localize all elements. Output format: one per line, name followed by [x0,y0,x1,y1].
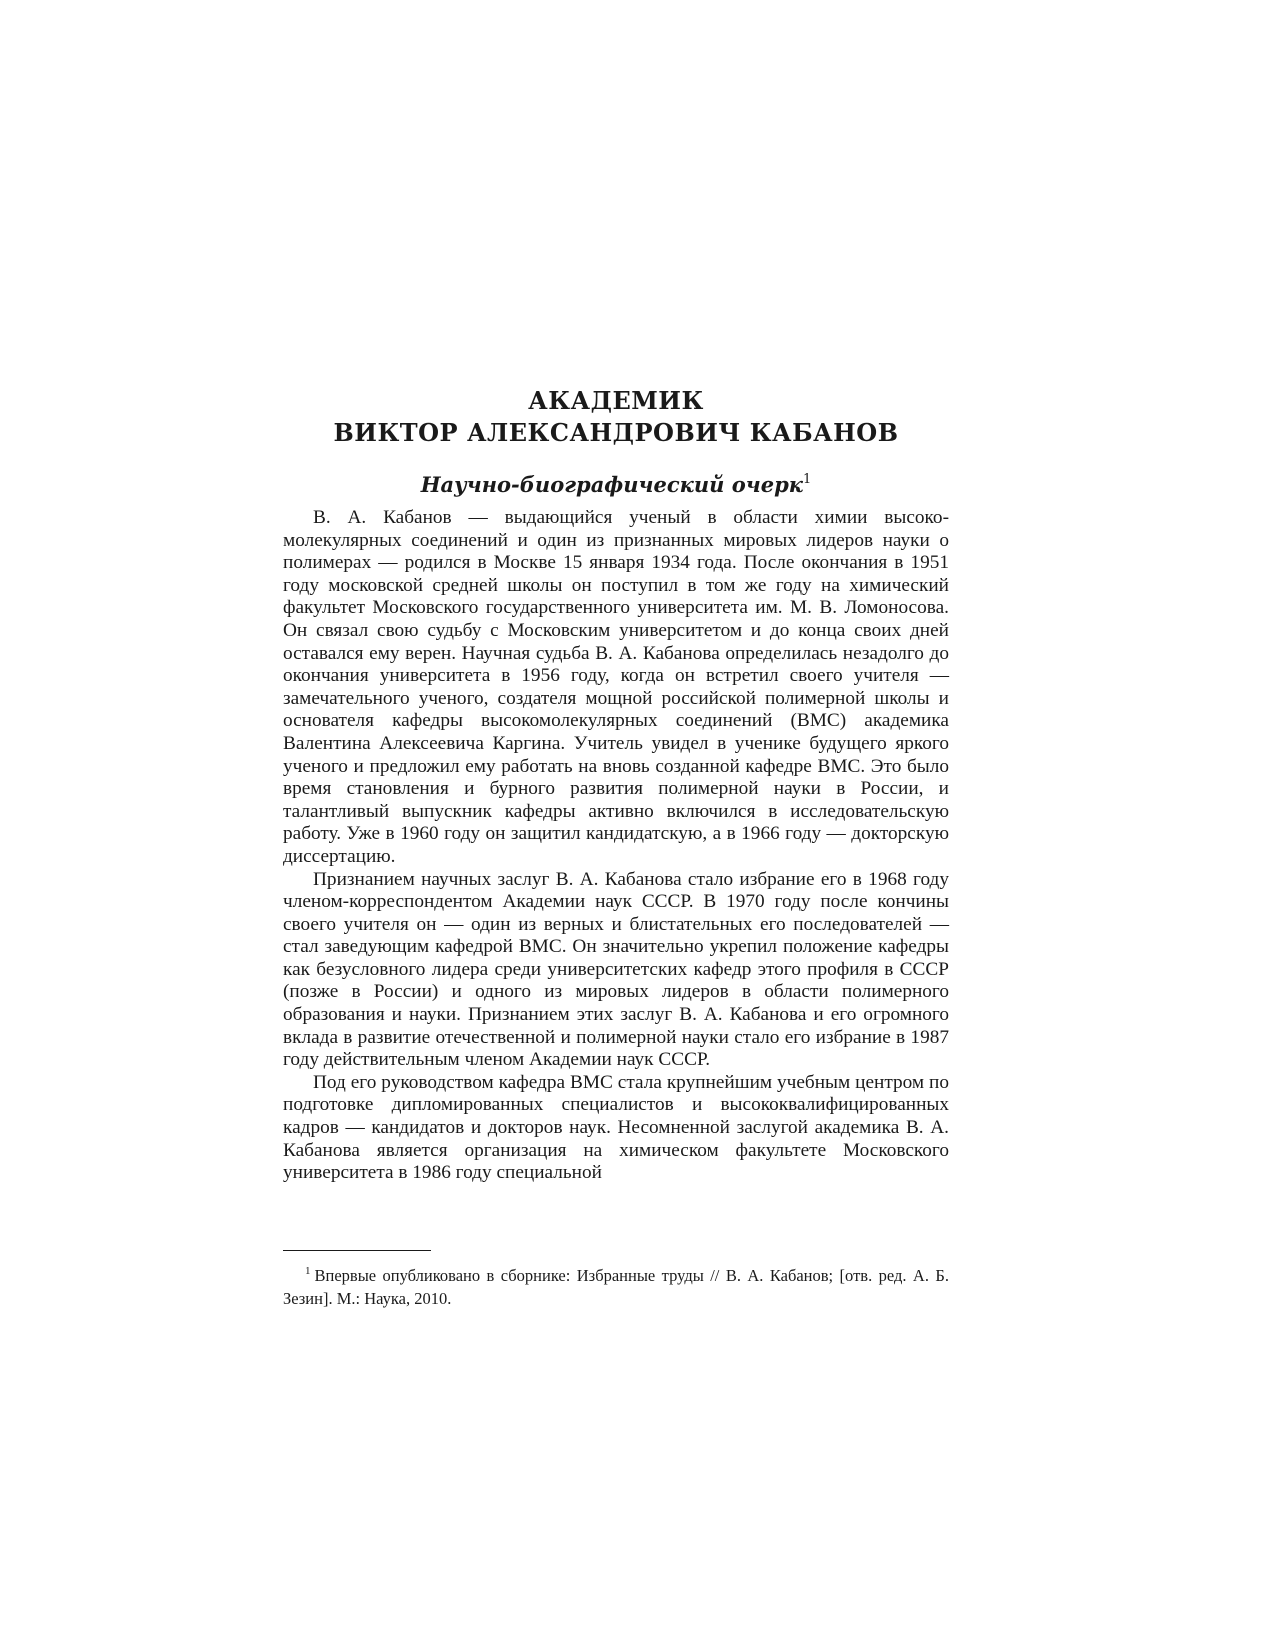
title-line-1: АКАДЕМИК [528,386,704,415]
title-line-2: ВИКТОР АЛЕКСАНДРОВИЧ КАБАНОВ [333,418,899,447]
paragraph-3: Под его руководством кафедра ВМС стала крупнейшим учебным центром по подготовке дипломированных специалистов и высококвалифицированных кадров — кандидатов и докторов наук. Несомненной заслугой академика В. А. Кабанова является организация на химическом факультете Московского университета в 1986 году специальной [283,1071,949,1184]
footnote [283,1264,949,1310]
paragraph-2: Признанием научных заслуг В. А. Кабанова стало избрание его в 1968 году членом-корреспондентом Академии наук СССР. В 1970 году после кончины своего учителя он — один из верных и блистательных его последователей — стал заведующим кафедрой ВМС. Он значительно укрепил положение кафедры как безусловного лидера среди университетских кафедр этого профиля в СССР (позже в России) и одного из мировых лидеров в области полимерного образования и науки. Признанием этих заслуг В. А. Кабанова и его огромного вклада в развитие отечественной и полимерной науки стало его избрание в 1987 году действительным членом Академии наук СССР. [283,868,949,1071]
subtitle [283,470,949,500]
body-text [283,507,949,1185]
subtitle-text: Научно-биографический очерк [420,472,803,497]
footnote-mark: 1 [305,1265,311,1277]
subtitle-footnote-mark[interactable]: 1 [803,472,812,487]
footnote-divider [283,1250,431,1251]
paragraph-1: В. А. Кабанов — выдающийся ученый в области химии высокомолекулярных соединений и один из признанных мировых лидеров науки о полимерах — родился в Москве 15 января 1934 года. После окончания в 1951 году московской средней школы он поступил в том же году на химический факультет Московского государственного университета им. М. В. Ломоносова. Он связал свою судьбу с Московским университетом и до конца своих дней оставался ему верен. Научная судьба В. А. Кабанова определилась незадолго до окончания университета в 1956 году, когда он встретил своего учителя — замечательного ученого, создателя мощной российской полимерной школы и основателя кафедры высокомолекулярных соединений (ВМС) академика Валентина Алексеевича Каргина. Учитель увидел в ученике будущего яркого ученого и предложил ему работать на вновь созданной кафедре ВМС. Это было время становления и бурного развития полимерной науки в России, и талантливый выпускник кафедры активно включился в исследовательскую работу. Уже в 1960 году он защитил кандидатскую, а в 1966 году — докторскую диссертацию. [283,507,949,867]
footnote-text: Впервые опубликовано в сборнике: Избранные труды // В. А. Кабанов; [отв. ред. А. Б. Зезин]. М.: Наука, 2010. [283,1266,949,1308]
